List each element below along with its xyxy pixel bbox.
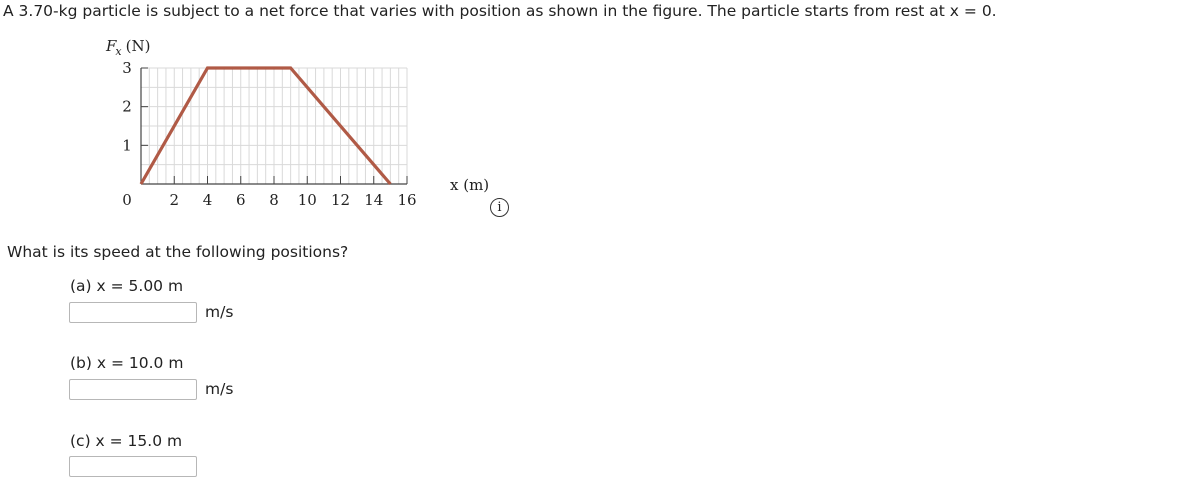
part-a-answer-input[interactable] (69, 302, 197, 323)
x-tick-label: 14 (364, 191, 384, 209)
y-tick-label: 1 (122, 136, 132, 155)
x-tick-label: 4 (202, 191, 213, 209)
x-tick-label: 12 (330, 191, 351, 209)
y-axis-variable: F (106, 37, 117, 55)
y-tick-label: 2 (122, 97, 132, 116)
y-axis-unit: (N) (125, 37, 151, 55)
part-b-label: (b) x = 10.0 m (70, 354, 184, 372)
x-tick-label: 16 (397, 191, 417, 209)
x-tick-label: 6 (235, 191, 246, 209)
part-b-answer-input[interactable] (69, 379, 197, 400)
x-tick-label: 8 (269, 191, 279, 209)
x-tick-label: 0 (122, 191, 132, 209)
part-b-unit: m/s (205, 380, 234, 398)
x-axis-label: x (m) (450, 176, 490, 194)
info-icon[interactable]: i (490, 198, 509, 217)
x-tick-label: 10 (297, 191, 317, 209)
x-tick-label: 2 (169, 191, 180, 209)
graph-grid (141, 68, 407, 184)
part-a-label: (a) x = 5.00 m (70, 277, 184, 295)
question-text: What is its speed at the following positions? (7, 243, 349, 261)
y-axis-subscript: x (115, 45, 122, 58)
part-c-answer-input[interactable] (69, 456, 197, 477)
problem-statement: A 3.70-kg particle is subject to a net force that varies with position as shown in the figure. The particle starts from rest at x = 0. (3, 2, 997, 20)
y-axis-label (105, 37, 150, 58)
part-a-unit: m/s (205, 303, 234, 321)
part-c-label: (c) x = 15.0 m (70, 432, 183, 450)
y-tick-label: 3 (122, 59, 132, 77)
